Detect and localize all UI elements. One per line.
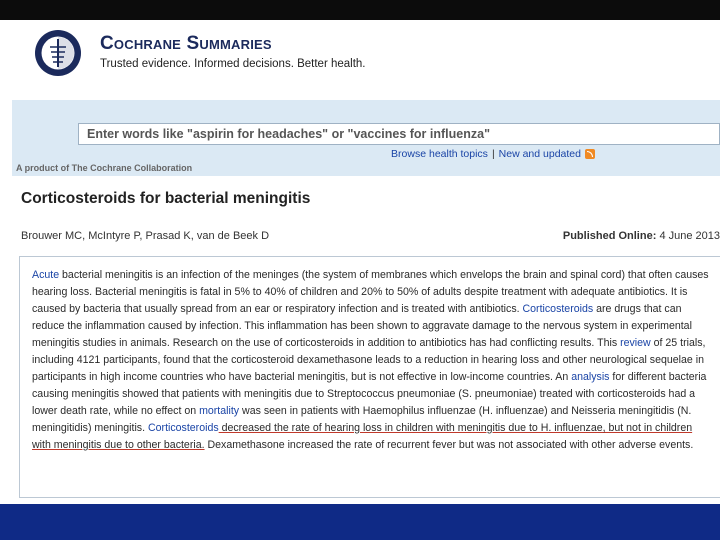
summary-text-7: Dexamethasone increased the rate of recurrent fever but was not associated with other adverse events.	[204, 439, 694, 451]
summary-text-1: bacterial meningitis is an infection of the meninges (the system of membranes which envelops the brain and spinal cord) that often causes hearing loss. Bacterial meningitis is fatal in 5% to 40% of children and 20% to 50% of adults despite treatment with adequate antibiotics. It is caused by bacteria that usually spread from an ear or respiratory infection and is treated with antibiotics.	[32, 269, 709, 315]
summary-text-4: for different bacteria causing meningitis showed that patients with meningitis due to Streptococcus pneumoniae (S. pneumoniae) treated with corticosteroids had a lower death rate, while no effect on	[32, 371, 707, 417]
new-and-updated-link[interactable]: New and updated	[498, 148, 581, 160]
browse-links	[391, 148, 595, 160]
authors: Brouwer MC, McIntyre P, Prasad K, van de Beek D	[21, 230, 270, 242]
cochrane-logo[interactable]	[33, 28, 83, 78]
published-label: Published Online:	[562, 230, 657, 242]
search-input[interactable]	[78, 123, 720, 145]
acute-link[interactable]: Acute	[32, 269, 60, 281]
highlighted-finding: decreased the rate of hearing loss in children with meningitis due to H. influenzae, but not in children with meningitis due to other bacteria.	[32, 422, 693, 451]
corticosteroids-link[interactable]: Corticosteroids	[522, 303, 594, 315]
footer-bar	[0, 504, 720, 540]
summary-text-5: was seen in patients with Haemophilus influenzae (H. influenzae) and Neisseria meningitidis (N. meningitidis) meningitis.	[32, 405, 692, 434]
published-date	[563, 230, 720, 242]
page-title: Corticosteroids for bacterial meningitis	[21, 190, 311, 207]
corticosteroids-link-2[interactable]: Corticosteroids	[148, 422, 219, 434]
browse-health-topics-link[interactable]: Browse health topics	[391, 148, 488, 160]
analysis-link[interactable]: analysis	[571, 371, 610, 383]
brand-tagline: Trusted evidence. Informed decisions. Better health.	[100, 58, 366, 70]
product-line: A product of The Cochrane Collaboration	[16, 163, 193, 173]
plain-language-summary	[32, 267, 712, 454]
published-value: 4 June 2013	[659, 230, 720, 242]
review-link[interactable]: review	[620, 337, 651, 349]
nav-separator: |	[491, 148, 495, 160]
rss-icon[interactable]	[585, 149, 595, 159]
brand-title: Cochrane Summaries	[100, 33, 272, 54]
left-strip	[0, 20, 10, 504]
mortality-link[interactable]: mortality	[199, 405, 240, 417]
summary-text-3: of 25 trials, including 4121 participants, found that the corticosteroid dexamethasone leads to a reduction in hearing loss and other neurological sequelae in participants in high income countries who have bacterial meningitis, but is not effective in low-income countries. An	[32, 337, 706, 383]
top-bar	[0, 0, 720, 20]
summary-text-2: are drugs that can reduce the inflammation caused by infection. This inflammation has been shown to aggravate damage to the nervous system in experimental meningitis studies in animals. Research on the use of corticosteroids in addition to antibiotics has had conflicting results. This	[32, 303, 692, 349]
